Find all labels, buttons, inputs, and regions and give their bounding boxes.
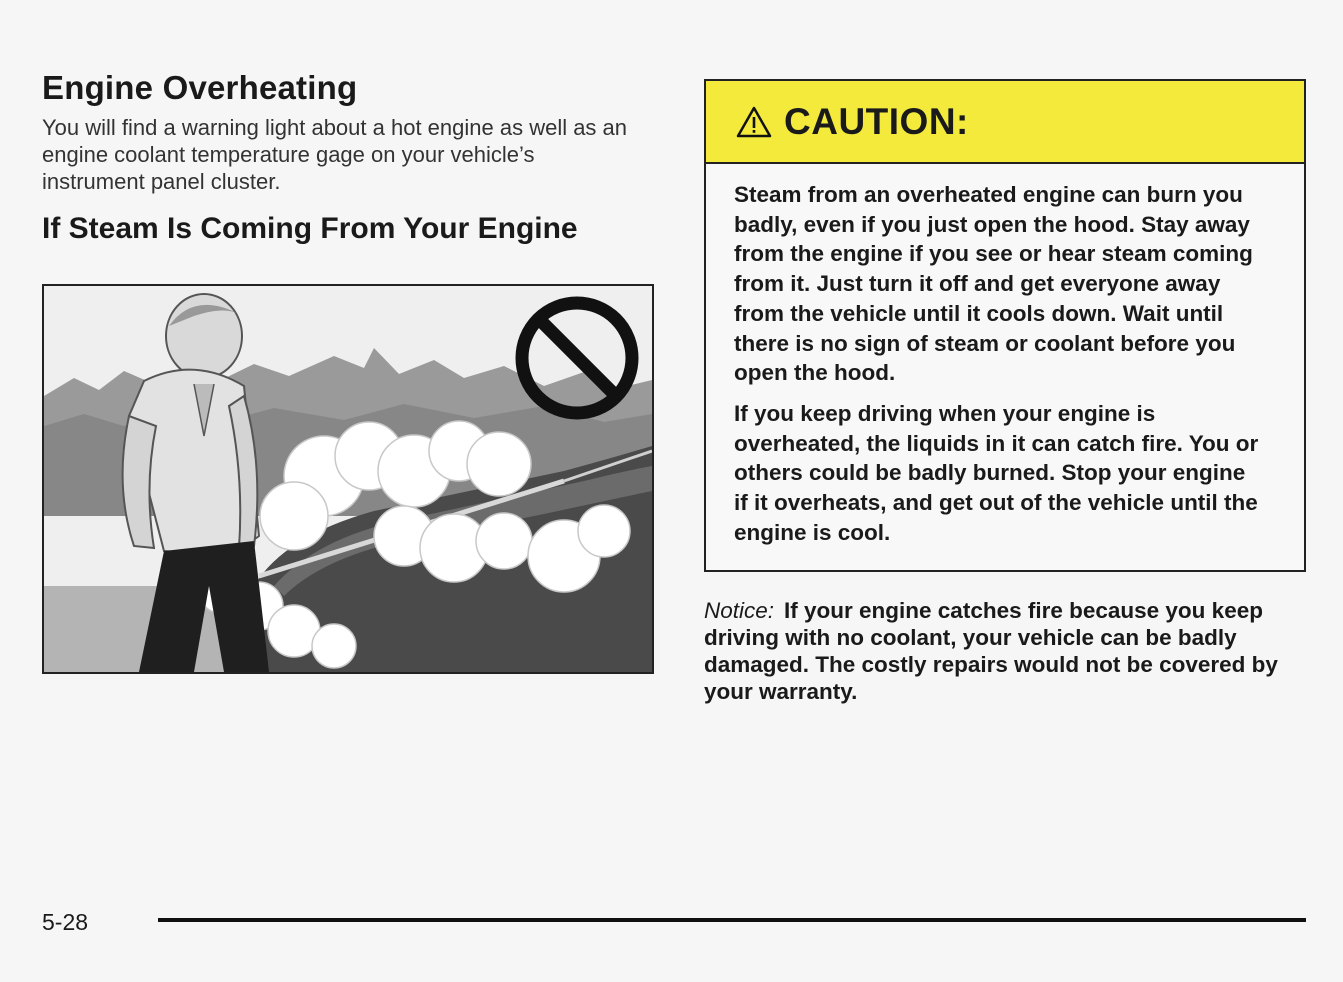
page-number: 5-28	[42, 909, 89, 935]
caution-paragraph-2: If you keep driving when your engine is overheated, the liquids in it can catch fire. You or others could be badly burned. Stop your engine if it overheats, and get out of the vehicle until the engine is cool.	[734, 400, 1259, 545]
intro-paragraph: You will find a warning light about a hot engine as well as an engine coolant temperature gage on your vehicle’s instrument panel cluster.	[42, 115, 628, 194]
caution-box	[704, 79, 1306, 572]
left-column	[42, 66, 654, 249]
warning-triangle-icon	[736, 106, 772, 138]
section-subtitle: If Steam Is Coming From Your Engine	[42, 212, 578, 245]
steam-illustration	[42, 284, 654, 674]
steam-illustration-drawing	[44, 286, 652, 672]
caution-header	[706, 81, 1304, 164]
section-title: Engine Overheating	[42, 69, 358, 106]
caution-title: CAUTION:	[784, 100, 969, 142]
notice-text: If your engine catches fire because you keep driving with no coolant, your vehicle can be badly damaged. The costly repairs would not be covered by your warranty.	[704, 598, 1278, 704]
footer-rule	[158, 918, 1306, 922]
notice-paragraph	[704, 597, 1304, 705]
caution-body	[706, 164, 1304, 547]
notice-label: Notice:	[704, 598, 775, 623]
caution-paragraph-1: Steam from an overheated engine can burn you badly, even if you just open the hood. Stay away from the engine if you see or hear steam coming from it. Just turn it off and get everyone away from the vehicle until it cools down. Wait until there is no sign of steam or coolant before you open the hood.	[734, 182, 1253, 386]
